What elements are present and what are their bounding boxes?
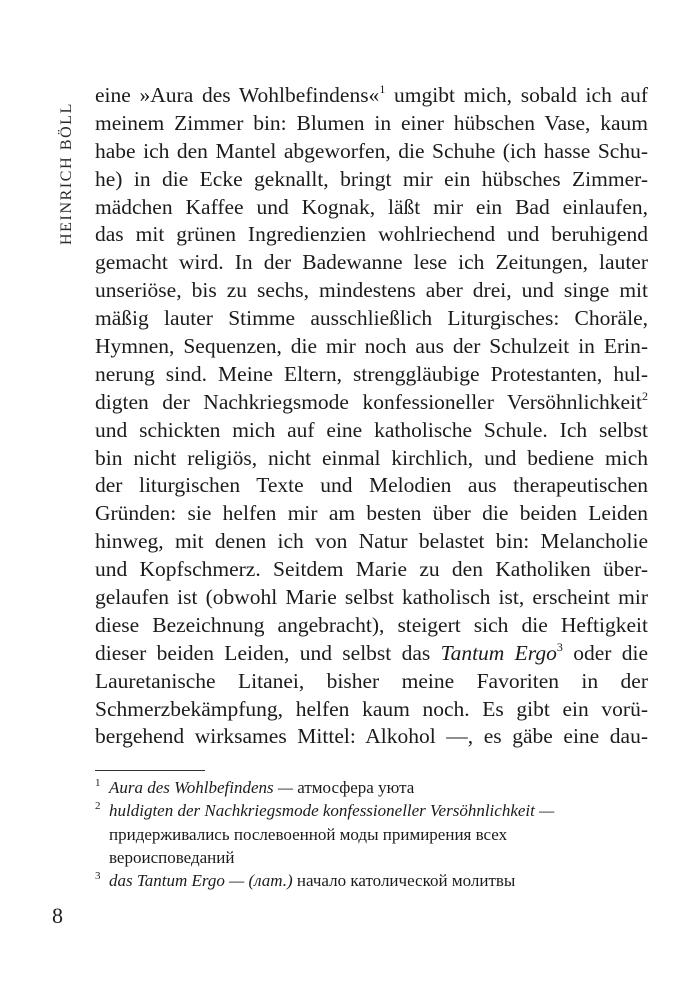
text-segment: вероисповеданий <box>109 847 235 867</box>
text-segment: digten der Nachkriegsmode konfessioneller Versöhnlichkeit <box>95 389 642 414</box>
footnotes <box>95 776 655 892</box>
footnote-number: 2 <box>95 800 101 813</box>
text-segment: придерживались послевоенной моды примирения всех <box>109 824 508 844</box>
text-line <box>95 82 648 110</box>
footnote-line <box>109 799 655 822</box>
footnote-line <box>109 823 655 846</box>
text-segment: атмосфера уюта <box>293 778 415 797</box>
footnote <box>95 869 655 892</box>
text-line <box>95 417 648 445</box>
text-segment: Gründen: sie helfen mir am besten über die beiden Leiden <box>95 501 648 526</box>
footnote-reference: 1 <box>379 82 386 96</box>
footnote-line <box>109 869 655 892</box>
text-segment: meinem Zimmer bin: Blumen in einer hübschen Vase, kaum <box>95 110 648 135</box>
text-line <box>95 166 648 194</box>
footnote-separator <box>95 770 205 771</box>
text-line <box>95 556 648 584</box>
footnote-number: 1 <box>95 777 101 789</box>
text-segment: Schmerzbekämpfung, helfen kaum noch. Es gibt ein vorü- <box>95 696 648 721</box>
text-line <box>95 723 648 751</box>
text-segment: Hymnen, Sequenzen, die mir noch aus der Schulzeit in Erin- <box>95 334 648 359</box>
text-line <box>95 612 648 640</box>
text-line <box>95 500 648 528</box>
running-head-author: HEINRICH BÖLL <box>58 101 75 245</box>
text-line <box>95 445 648 473</box>
text-line <box>95 696 648 724</box>
text-line <box>95 249 648 277</box>
text-segment: diese Bezeichnung angebracht), steigert sich die Heftigkeit <box>95 612 648 637</box>
text-segment: mädchen Kaffee und Kognak, läßt mir ein Bad einlaufen, <box>95 194 648 219</box>
text-line <box>95 389 648 417</box>
text-line <box>95 640 648 668</box>
text-segment: Lauretanische Litanei, bisher meine Favoriten in der <box>95 668 648 693</box>
text-line <box>95 361 648 389</box>
footnote-line <box>109 776 655 799</box>
text-segment: bergehend wirksames Mittel: Alkohol —, es gäbe eine dau- <box>95 724 648 749</box>
text-line <box>95 110 648 138</box>
italic-text: huldigten der Nachkriegsmode konfessioneller Versöhnlichkeit — <box>109 801 555 821</box>
text-segment: der liturgischen Texte und Melodien aus therapeutischen <box>95 473 648 498</box>
text-line <box>95 472 648 500</box>
text-line <box>95 528 648 556</box>
italic-text: Aura des Wohlbefindens — <box>109 778 294 797</box>
text-line <box>95 333 648 361</box>
text-segment: bin nicht religiös, nicht einmal kirchlich, und bediene mich <box>95 445 648 470</box>
page-number: 8 <box>52 903 63 928</box>
footnote-number: 3 <box>95 870 101 883</box>
text-line <box>95 194 648 222</box>
text-line <box>95 138 648 166</box>
text-segment: unseriöse, bis zu sechs, mindestens aber drei, und singe mit <box>95 278 648 303</box>
footnote-reference: 3 <box>556 639 563 654</box>
text-segment: eine »Aura des Wohlbefindens« <box>95 83 380 107</box>
text-segment: gelaufen ist (obwohl Marie selbst katholisch ist, erscheint mir <box>95 585 648 610</box>
footnote-reference: 2 <box>642 388 648 403</box>
text-line <box>95 277 648 305</box>
text-segment: gemacht wird. In der Badewanne lese ich Zeitungen, lauter <box>95 250 648 275</box>
footnote-line <box>109 846 655 869</box>
text-segment: und Kopfschmerz. Seitdem Marie zu den Katholiken über- <box>95 557 648 582</box>
italic-text: Tantum Ergo <box>440 640 557 665</box>
text-line <box>95 584 648 612</box>
italic-text: das Tantum Ergo — (лат.) <box>109 871 293 891</box>
text-line <box>95 305 648 333</box>
text-segment: umgibt mich, sobald ich auf <box>385 83 648 107</box>
text-segment: das mit grünen Ingredienzien wohlriechend und beruhigend <box>95 222 648 247</box>
text-segment: hinweg, mit denen ich von Natur belastet bin: Melancholie <box>95 529 648 554</box>
text-segment: nerung sind. Meine Eltern, strenggläubige Protestanten, hul- <box>95 361 648 386</box>
text-line <box>95 221 648 249</box>
text-segment: oder die <box>562 640 649 665</box>
footnote <box>95 799 655 869</box>
text-segment: und schickten mich auf eine katholische Schule. Ich selbst <box>95 417 648 442</box>
body-text <box>95 82 648 751</box>
text-line <box>95 668 648 696</box>
text-segment: начало католической молитвы <box>292 871 516 891</box>
text-segment: habe ich den Mantel abgeworfen, die Schuhe (ich hasse Schu- <box>95 138 648 163</box>
text-segment: dieser beiden Leiden, und selbst das <box>95 640 441 665</box>
footnote <box>95 776 655 799</box>
text-segment: he) in die Ecke geknallt, bringt mir ein hübsches Zimmer- <box>95 166 648 191</box>
text-segment: mäßig lauter Stimme ausschließlich Liturgisches: Choräle, <box>95 306 648 331</box>
